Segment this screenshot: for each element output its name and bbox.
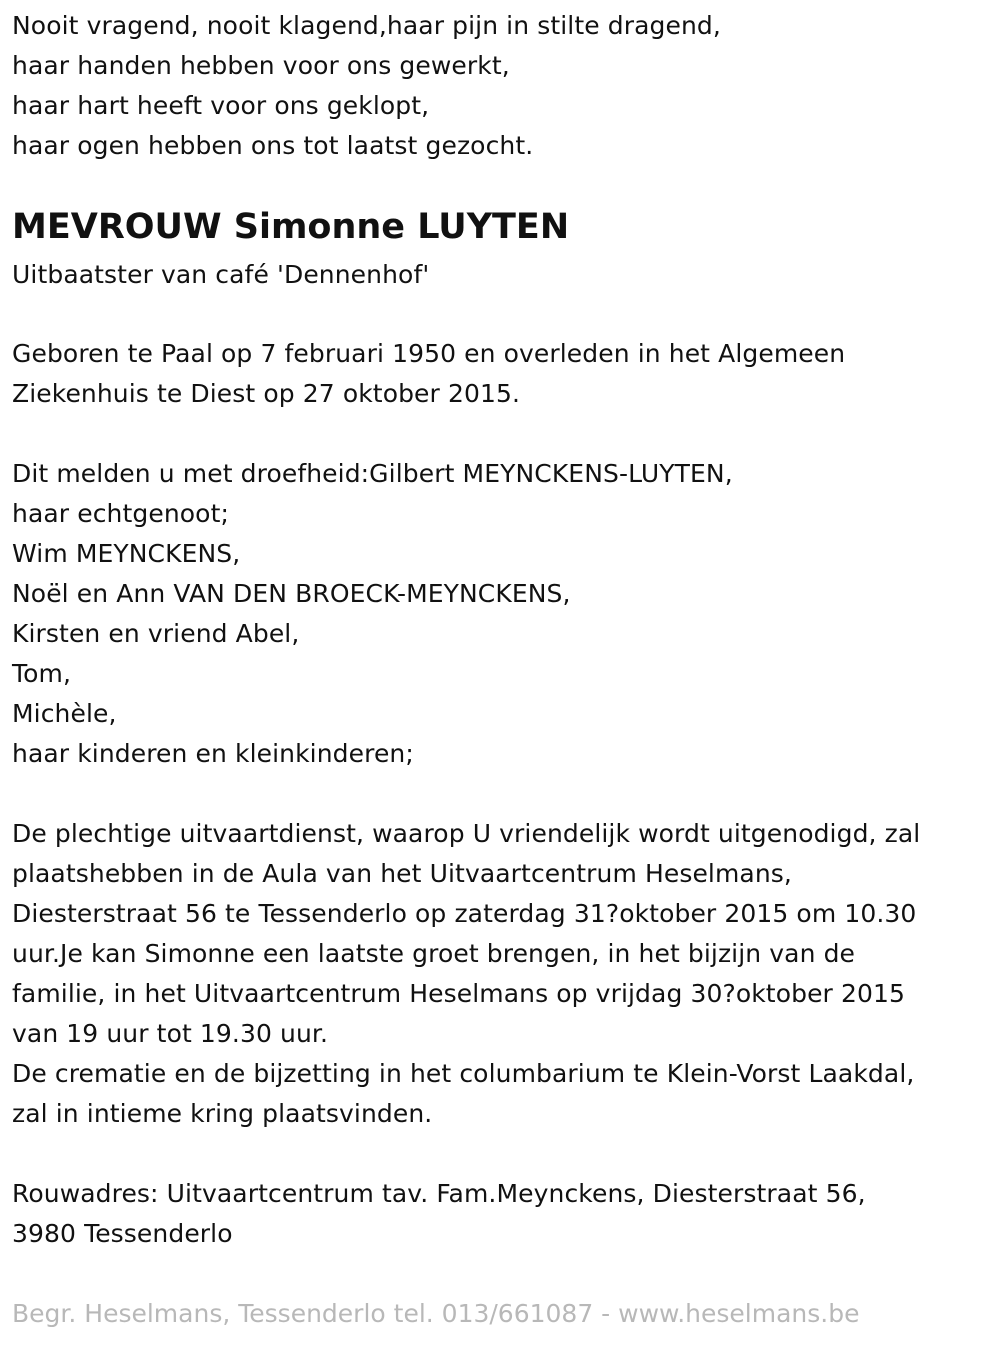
family-line: Wim MEYNCKENS,	[12, 539, 241, 568]
funeral-home-footer: Begr. Heselmans, Tessenderlo tel. 013/661087 - www.heselmans.be	[12, 1299, 860, 1328]
mourning-address	[12, 1174, 866, 1254]
family-line: Tom,	[12, 659, 72, 688]
birth-death-paragraph	[12, 334, 845, 414]
address-line: 3980 Tessenderlo	[12, 1219, 233, 1248]
family-line: haar echtgenoot;	[12, 499, 229, 528]
birth-death-line: Geboren te Paal op 7 februari 1950 en overleden in het Algemeen	[12, 339, 846, 368]
service-line: De crematie en de bijzetting in het columbarium te Klein-Vorst Laakdal,	[12, 1059, 915, 1088]
poem	[12, 6, 721, 166]
family-line: haar kinderen en kleinkinderen;	[12, 739, 414, 768]
service-line: De plechtige uitvaartdienst, waarop U vriendelijk wordt uitgenodigd, zal	[12, 819, 921, 848]
service-line: Diesterstraat 56 te Tessenderlo op zaterdag 31?oktober 2015 om 10.30	[12, 899, 917, 928]
family-line: Michèle,	[12, 699, 117, 728]
service-line: zal in intieme kring plaatsvinden.	[12, 1099, 433, 1128]
address-line: Rouwadres: Uitvaartcentrum tav. Fam.Meynckens, Diesterstraat 56,	[12, 1179, 866, 1208]
family-paragraph	[12, 454, 733, 774]
birth-death-line: Ziekenhuis te Diest op 27 oktober 2015.	[12, 379, 521, 408]
poem-line: Nooit vragend, nooit klagend,haar pijn in stilte dragend,	[12, 11, 721, 40]
poem-line: haar handen hebben voor ons gewerkt,	[12, 51, 510, 80]
service-line: uur.Je kan Simonne een laatste groet brengen, in het bijzijn van de	[12, 939, 856, 968]
service-paragraph	[12, 814, 920, 1134]
service-line: familie, in het Uitvaartcentrum Heselmans op vrijdag 30?oktober 2015	[12, 979, 906, 1008]
service-line: van 19 uur tot 19.30 uur.	[12, 1019, 329, 1048]
poem-line: haar hart heeft voor ons geklopt,	[12, 91, 430, 120]
deceased-name: MEVROUW Simonne LUYTEN	[12, 207, 570, 247]
family-line: Kirsten en vriend Abel,	[12, 619, 300, 648]
poem-line: haar ogen hebben ons tot laatst gezocht.	[12, 131, 534, 160]
occupation-text: Uitbaatster van café 'Dennenhof'	[12, 260, 430, 289]
service-line: plaatshebben in de Aula van het Uitvaartcentrum Heselmans,	[12, 859, 792, 888]
family-line: Dit melden u met droefheid:Gilbert MEYNCKENS-LUYTEN,	[12, 459, 733, 488]
deceased-occupation	[12, 255, 429, 295]
family-line: Noël en Ann VAN DEN BROECK-MEYNCKENS,	[12, 579, 571, 608]
